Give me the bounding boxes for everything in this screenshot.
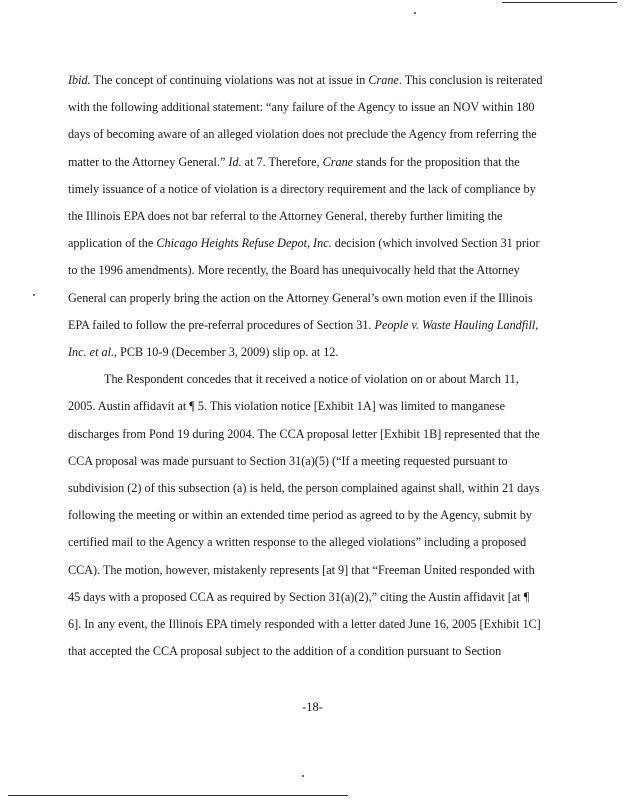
text-line [68,339,568,366]
text-run: decision (which involved Section 31 prior [331,236,540,251]
italic-citation: People v. Waste Hauling Landfill, [374,317,539,332]
text-run: subdivision (2) of this subsection (a) is held, the person complained against shall, within 21 days [68,481,540,496]
bottom-rule [8,795,348,796]
text-line [68,529,568,556]
text-run: The concept of continuing violations was not at issue in [90,73,369,87]
italic-citation: Inc. et al. [68,345,115,360]
text-line [68,393,568,420]
text-run: following the meeting or within an extended time period as agreed to by the Agency, submit by [68,508,532,523]
text-line [68,230,568,257]
text-run: to the 1996 amendments). More recently, the Board has unequivocally held that the Attorney [68,263,520,278]
text-line [68,203,568,230]
text-run: CCA). The motion, however, mistakenly represents [at 9] that “Freeman United responded with [68,562,535,577]
text-line [68,611,568,638]
text-run: The Respondent concedes that it received a notice of violation on or about March 11, [104,372,519,387]
text-run: matter to the Attorney General.” [68,154,229,169]
text-line [68,257,568,284]
document-body [68,67,568,665]
text-line [68,121,568,148]
text-run: that accepted the CCA proposal subject to the addition of a condition pursuant to Section [68,644,502,659]
text-run: the Illinois EPA does not bar referral to the Attorney General, thereby further limiting the [68,209,503,224]
text-line [68,285,568,312]
scan-speck [33,294,35,296]
text-line [68,448,568,475]
text-line [68,557,568,584]
text-run: timely issuance of a notice of violation is a directory requirement and the lack of compliance by [68,181,536,196]
scan-speck [414,12,416,14]
text-line [68,149,568,176]
text-line [68,584,568,611]
text-run: 45 days with a proposed CCA as required by Section 31(a)(2),” citing the Austin affidavit [at ¶ [68,589,530,604]
text-line [68,638,568,665]
text-line [68,366,568,393]
text-line [68,502,568,529]
top-rule [502,2,617,3]
italic-citation: Ibid. [68,73,91,87]
text-run: , PCB 10-9 (December 3, 2009) slip op. at 12. [114,345,339,360]
text-run: General can properly bring the action on the Attorney General’s own motion even if the Illinois [68,290,533,305]
text-line [68,67,568,94]
text-line [68,176,568,203]
italic-citation: Chicago Heights Refuse Depot, Inc. [156,236,332,251]
text-run: discharges from Pond 19 during 2004. The CCA proposal letter [Exhibit 1B] represented that the [68,426,540,441]
text-run: EPA failed to follow the pre-referral procedures of Section 31. [68,317,375,332]
text-line [68,312,568,339]
text-run: days of becoming aware of an alleged violation does not preclude the Agency from referring the [68,127,537,142]
text-run: 2005. Austin affidavit at ¶ 5. This violation notice [Exhibit 1A] was limited to manganese [68,399,505,414]
text-line [68,421,568,448]
text-run: . This conclusion is reiterated [398,73,543,87]
text-run: at 7. Therefore, [241,154,323,169]
text-run: with the following additional statement: “any failure of the Agency to issue an NOV within 180 [68,100,535,115]
text-line [68,94,568,121]
text-run: 6]. In any event, the Illinois EPA timely responded with a letter dated June 16, 2005 [Exhibit 1C] [68,617,541,632]
text-run: stands for the proposition that the [353,154,520,169]
italic-citation: Crane [322,154,354,169]
page-number: -18- [302,700,323,714]
text-run: certified mail to the Agency a written response to the alleged violations” including a proposed [68,535,527,550]
scan-speck [302,775,304,777]
italic-citation: Crane [368,73,399,87]
text-run: application of the [68,236,157,251]
text-run: CCA proposal was made pursuant to Section 31(a)(5) (“If a meeting requested pursuant to [68,453,508,468]
italic-citation: Id. [228,154,242,169]
text-line [68,475,568,502]
